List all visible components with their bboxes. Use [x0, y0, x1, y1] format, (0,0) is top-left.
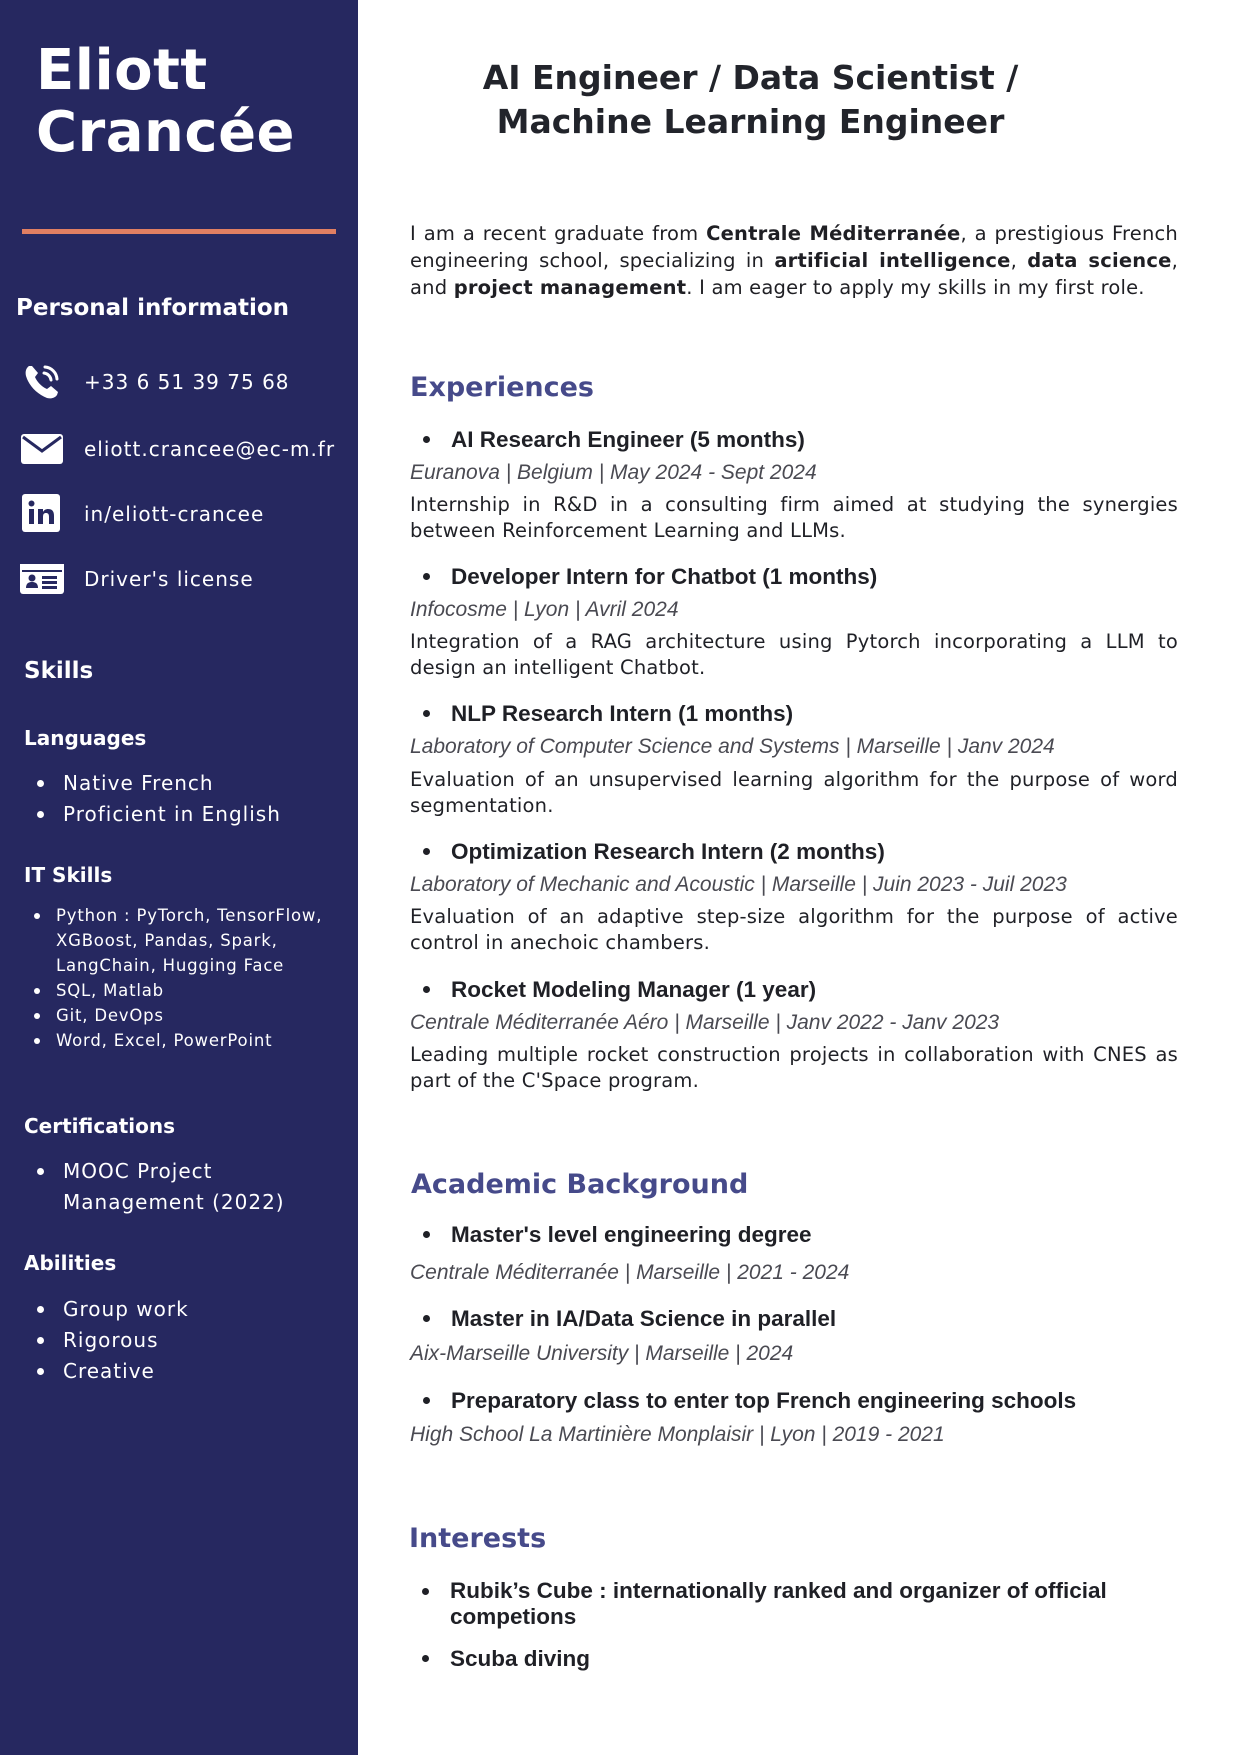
academic-title: Preparatory class to enter top French engineering schools [423, 1388, 1076, 1414]
it-skills-list [33, 903, 343, 1053]
experience-title: Developer Intern for Chatbot (1 months) [423, 564, 877, 590]
sidebar [0, 0, 358, 1755]
linkedin-text: in/eliott-crancee [84, 502, 265, 526]
experience-title: AI Research Engineer (5 months) [423, 427, 805, 453]
experience-description: Evaluation of an unsupervised learning algorithm for the purpose of word segmentation. [410, 768, 1178, 817]
languages-heading: Languages [24, 726, 147, 750]
languages-list [36, 768, 346, 830]
academic-meta: Centrale Méditerranée | Marseille | 2021 - 2024 [410, 1261, 850, 1284]
certifications-heading: Certifications [24, 1114, 175, 1138]
it-skills-heading: IT Skills [24, 863, 113, 887]
list-item: Git, DevOps [33, 1003, 343, 1028]
contact-linkedin[interactable] [20, 492, 264, 536]
list-item: Python : PyTorch, TensorFlow, XGBoost, Pandas, Spark, LangChain, Hugging Face [33, 903, 343, 978]
accent-divider [22, 229, 336, 234]
experience-title: Optimization Research Intern (2 months) [423, 839, 885, 865]
summary-paragraph: I am a recent graduate from Centrale Méditerranée, a prestigious French engineering school, specializing in artificial intelligence, data science, and project management. I am eager to apply my skills in my first role. [410, 222, 1178, 299]
certifications-list [36, 1156, 296, 1218]
list-item: Rigorous [36, 1325, 346, 1356]
experience-title: Rocket Modeling Manager (1 year) [423, 977, 816, 1003]
experience-description: Integration of a RAG architecture using Pytorch incorporating a LLM to design an intelligent Chatbot. [410, 630, 1178, 679]
first-name: Eliott [36, 38, 208, 103]
contact-email[interactable] [20, 427, 335, 471]
list-item: Proficient in English [36, 799, 346, 830]
experience-meta: Centrale Méditerranée Aéro | Marseille | Janv 2022 - Janv 2023 [410, 1011, 1000, 1034]
skills-heading: Skills [24, 658, 94, 684]
academic-meta: High School La Martinière Monplaisir | Lyon | 2019 - 2021 [410, 1423, 945, 1446]
phone-text: +33 6 51 39 75 68 [84, 370, 290, 394]
experience-description: Internship in R&D in a consulting firm aimed at studying the synergies between Reinforcement Learning and LLMs. [410, 493, 1178, 542]
linkedin-icon [20, 492, 64, 536]
list-item: Native French [36, 768, 346, 799]
list-item: SQL, Matlab [33, 978, 343, 1003]
email-text: eliott.crancee@ec-m.fr [84, 437, 336, 461]
job-title: AI Engineer / Data Scientist / Machine Learning Engineer [482, 58, 1019, 141]
academic-heading: Academic Background [411, 1169, 749, 1200]
interest-item: Scuba diving [422, 1646, 590, 1672]
candidate-name [36, 40, 295, 164]
abilities-heading: Abilities [24, 1251, 117, 1275]
experience-meta: Laboratory of Mechanic and Acoustic | Marseille | Juin 2023 - Juil 2023 [410, 873, 1067, 896]
main-content [358, 0, 1241, 1755]
academic-title: Master's level engineering degree [423, 1222, 812, 1248]
experience-description: Evaluation of an adaptive step-size algorithm for the purpose of active control in anechoic chambers. [410, 905, 1178, 954]
interest-item: Rubik’s Cube : internationally ranked and organizer of official competions [422, 1578, 1150, 1630]
contact-phone[interactable] [20, 360, 290, 404]
experience-description: Leading multiple rocket construction projects in collaboration with CNES as part of the C'Space program. [410, 1043, 1178, 1092]
abilities-list [36, 1294, 346, 1387]
experience-meta: Infocosme | Lyon | Avril 2024 [410, 598, 679, 621]
experience-meta: Laboratory of Computer Science and Systems | Marseille | Janv 2024 [410, 735, 1055, 758]
personal-info-heading: Personal information [16, 295, 290, 321]
list-item: Word, Excel, PowerPoint [33, 1028, 343, 1053]
phone-icon [20, 360, 64, 404]
list-item: Creative [36, 1356, 346, 1387]
contact-license [20, 557, 254, 601]
mail-icon [20, 427, 64, 471]
license-text: Driver's license [84, 567, 254, 591]
last-name: Crancée [36, 100, 296, 165]
interests-heading: Interests [409, 1523, 547, 1554]
list-item: MOOC Project Management (2022) [36, 1156, 296, 1218]
list-item: Group work [36, 1294, 346, 1325]
experience-title: NLP Research Intern (1 months) [423, 701, 793, 727]
academic-meta: Aix-Marseille University | Marseille | 2024 [410, 1342, 794, 1365]
academic-title: Master in IA/Data Science in parallel [423, 1306, 836, 1332]
experiences-heading: Experiences [410, 372, 594, 403]
id-card-icon [20, 557, 64, 601]
experience-meta: Euranova | Belgium | May 2024 - Sept 2024 [410, 461, 817, 484]
